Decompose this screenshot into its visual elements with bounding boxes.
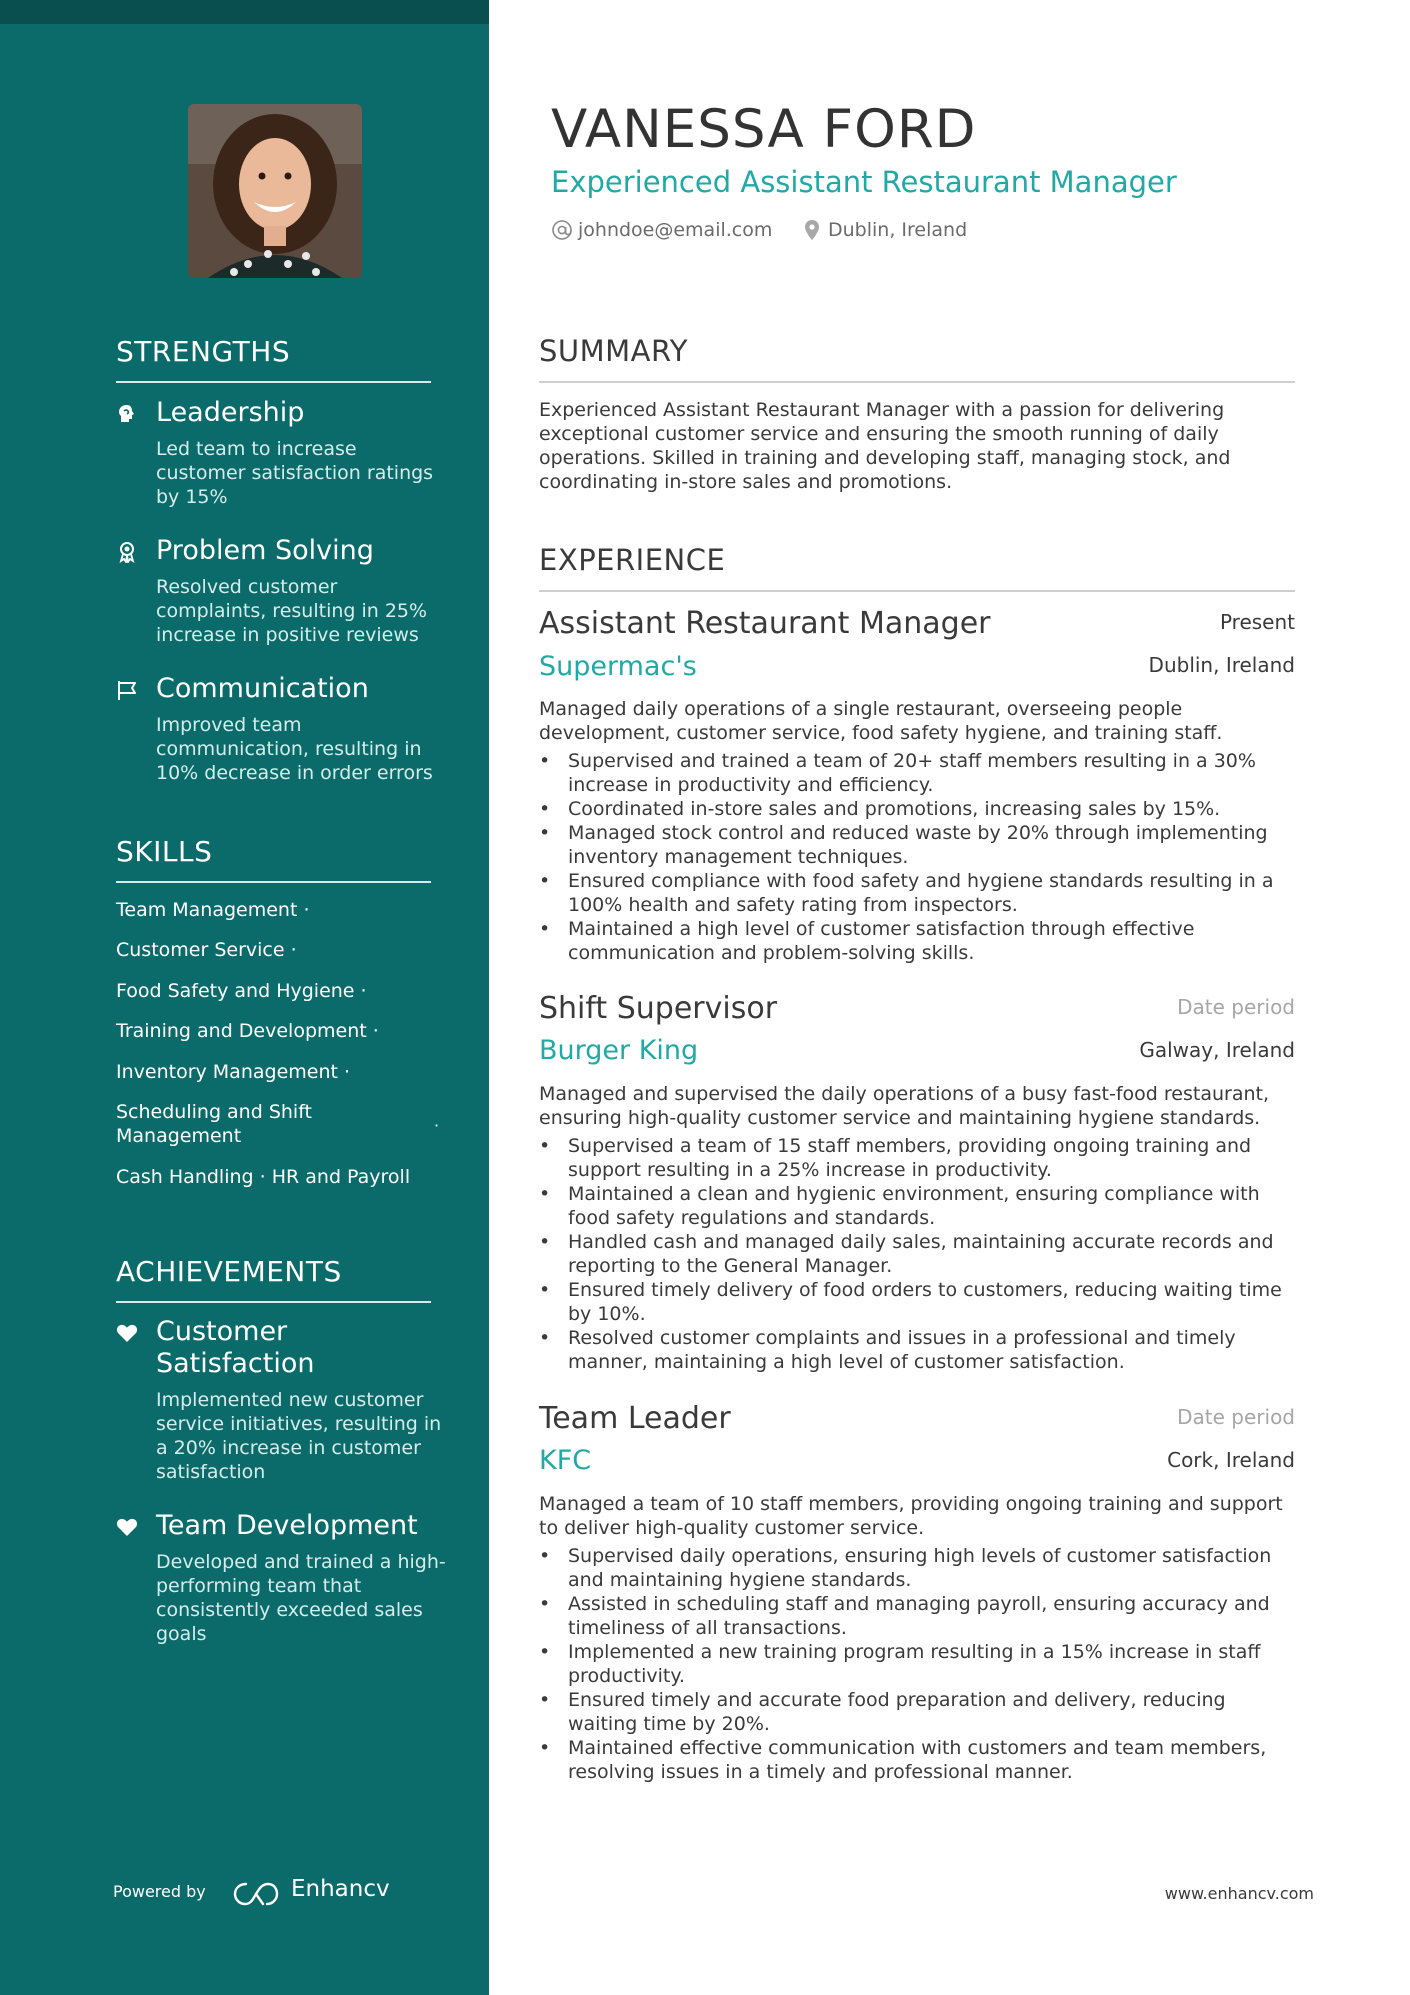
skill-item <box>116 1060 350 1084</box>
summary-text: Experienced Assistant Restaurant Manager with a passion for delivering exceptional customer service and ensuring the smooth running of daily operations. Skilled in training and developing staff, managing stock, and coordinating in-store sales and promotions. <box>539 399 1231 493</box>
skill-item <box>116 1165 410 1189</box>
skills-rule <box>116 881 431 883</box>
job-description: Managed daily operations of a single restaurant, overseeing people development, customer service, food safety hygiene, and training staff. <box>539 698 1223 744</box>
powered-by-label: Powered by <box>113 1882 206 1901</box>
summary-rule <box>539 381 1295 383</box>
skill-separator: · <box>344 1061 351 1083</box>
job-date: Date period <box>1177 995 1295 1019</box>
skill-label: Inventory Management <box>116 1061 338 1083</box>
job-company: Supermac's <box>539 651 697 682</box>
job-bullet: • Implemented a new training program resulting in a 15% increase in staff productivity. <box>539 1640 1299 1688</box>
enhancv-brand[interactable]: Enhancv <box>291 1876 390 1902</box>
enhancv-logo-icon[interactable] <box>232 1880 280 1908</box>
skill-separator: · <box>290 939 297 961</box>
profile-photo <box>188 104 362 278</box>
skill-item <box>116 938 297 962</box>
skill-label: Training and Development <box>116 1020 367 1042</box>
job-bullet: • Supervised and trained a team of 20+ staff members resulting in a 30% increase in productivity and efficiency. <box>539 749 1299 797</box>
job-location: Dublin, Ireland <box>1148 653 1295 677</box>
job-description: Managed a team of 10 staff members, providing ongoing training and support to deliver high-quality customer service. <box>539 1493 1283 1539</box>
job-bullet: • Ensured compliance with food safety and hygiene standards resulting in a 100% health and safety rating from inspectors. <box>539 869 1299 917</box>
sidebar-top-band <box>0 0 489 24</box>
skill-label: Customer Service <box>116 939 285 961</box>
flag-icon <box>116 679 138 701</box>
strength-title: Leadership <box>156 397 305 428</box>
achievement-desc: Developed and trained a high-performing team that consistently exceeded sales goals <box>156 1551 446 1645</box>
strength-desc: Led team to increase customer satisfaction ratings by 15% <box>156 438 434 508</box>
experience-title: EXPERIENCE <box>539 543 726 577</box>
job-bullets <box>539 1134 1299 1374</box>
job-location: Cork, Ireland <box>1167 1448 1295 1472</box>
candidate-name: VANESSA FORD <box>551 99 977 160</box>
skill-label: Cash Handling <box>116 1166 254 1188</box>
job-bullet: • Handled cash and managed daily sales, maintaining accurate records and reporting to the General Manager. <box>539 1230 1299 1278</box>
strength-title: Communication <box>156 673 369 704</box>
achievements-rule <box>116 1301 431 1303</box>
job-bullet: • Supervised a team of 15 staff members, providing ongoing training and support resulting in a 25% increase in productivity. <box>539 1134 1299 1182</box>
location-pin-icon <box>803 218 825 242</box>
achievements-title: ACHIEVEMENTS <box>116 1255 342 1288</box>
job-bullet: • Maintained a high level of customer satisfaction through effective communication and problem-solving skills. <box>539 917 1299 965</box>
skill-separator: · <box>303 899 310 921</box>
job-bullet: • Ensured timely delivery of food orders to customers, reducing waiting time by 10%. <box>539 1278 1299 1326</box>
job-date: Date period <box>1177 1405 1295 1429</box>
skill-item <box>116 979 367 1003</box>
job-bullet: • Maintained a clean and hygienic environment, ensuring compliance with food safety regulations and standards. <box>539 1182 1299 1230</box>
experience-rule <box>539 590 1295 592</box>
job-bullets <box>539 749 1299 965</box>
achievement-title: Customer Satisfaction <box>156 1316 315 1379</box>
job-bullet: • Resolved customer complaints and issues in a professional and timely manner, maintaining a high level of customer satisfaction. <box>539 1326 1299 1374</box>
skills-title: SKILLS <box>116 835 213 868</box>
achievement-title: Team Development <box>156 1510 418 1541</box>
job-bullet: • Ensured timely and accurate food preparation and delivery, reducing waiting time by 20%. <box>539 1688 1299 1736</box>
job-bullet: • Maintained effective communication with customers and team members, resolving issues in a timely and professional manner. <box>539 1736 1299 1784</box>
achievement-desc: Implemented new customer service initiatives, resulting in a 20% increase in customer satisfaction <box>156 1389 442 1483</box>
strengths-title: STRENGTHS <box>116 335 291 368</box>
skill-label: Team Management <box>116 899 298 921</box>
skill-separator: · <box>259 1166 266 1188</box>
job-bullet: • Assisted in scheduling staff and managing payroll, ensuring accuracy and timeliness of all transactions. <box>539 1592 1299 1640</box>
skill-label: HR and Payroll <box>271 1166 411 1188</box>
candidate-role: Experienced Assistant Restaurant Manager <box>551 165 1177 199</box>
website-link[interactable]: www.enhancv.com <box>1164 1884 1314 1903</box>
skill-label: Scheduling and Shift Management <box>116 1101 313 1147</box>
job-company: KFC <box>539 1445 592 1476</box>
job-description: Managed and supervised the daily operations of a busy fast-food restaurant, ensuring high-quality customer service and maintaining hygiene standards. <box>539 1083 1269 1129</box>
skill-separator: · <box>434 1116 440 1135</box>
job-title: Assistant Restaurant Manager <box>539 606 991 641</box>
strength-desc: Improved team communication, resulting in 10% decrease in order errors <box>156 714 433 784</box>
job-bullet: • Managed stock control and reduced waste by 20% through implementing inventory management techniques. <box>539 821 1299 869</box>
job-bullet: • Supervised daily operations, ensuring high levels of customer satisfaction and maintaining hygiene standards. <box>539 1544 1299 1592</box>
award-icon <box>116 541 138 563</box>
job-location: Galway, Ireland <box>1139 1038 1295 1062</box>
skill-separator: · <box>360 980 367 1002</box>
skill-separator: · <box>372 1020 379 1042</box>
skill-item <box>116 1019 379 1043</box>
strength-desc: Resolved customer complaints, resulting in 25% increase in positive reviews <box>156 576 428 646</box>
brain-icon <box>116 403 138 425</box>
heart-icon <box>116 1516 138 1538</box>
strength-title: Problem Solving <box>156 535 374 566</box>
job-company: Burger King <box>539 1035 699 1066</box>
skill-label: Food Safety and Hygiene <box>116 980 355 1002</box>
sidebar <box>0 0 489 1995</box>
strengths-rule <box>116 381 431 383</box>
skill-item <box>116 898 310 922</box>
job-title: Shift Supervisor <box>539 991 778 1026</box>
skill-item <box>116 1100 316 1148</box>
contact-email[interactable]: johndoe@email.com <box>578 219 773 241</box>
job-date: Present <box>1219 610 1295 634</box>
heart-icon <box>116 1322 138 1344</box>
job-bullets <box>539 1544 1299 1784</box>
summary-title: SUMMARY <box>539 334 689 368</box>
job-title: Team Leader <box>539 1401 731 1436</box>
contact-location: Dublin, Ireland <box>828 219 968 241</box>
at-icon <box>551 218 573 242</box>
job-bullet: • Coordinated in-store sales and promotions, increasing sales by 15%. <box>539 797 1299 821</box>
